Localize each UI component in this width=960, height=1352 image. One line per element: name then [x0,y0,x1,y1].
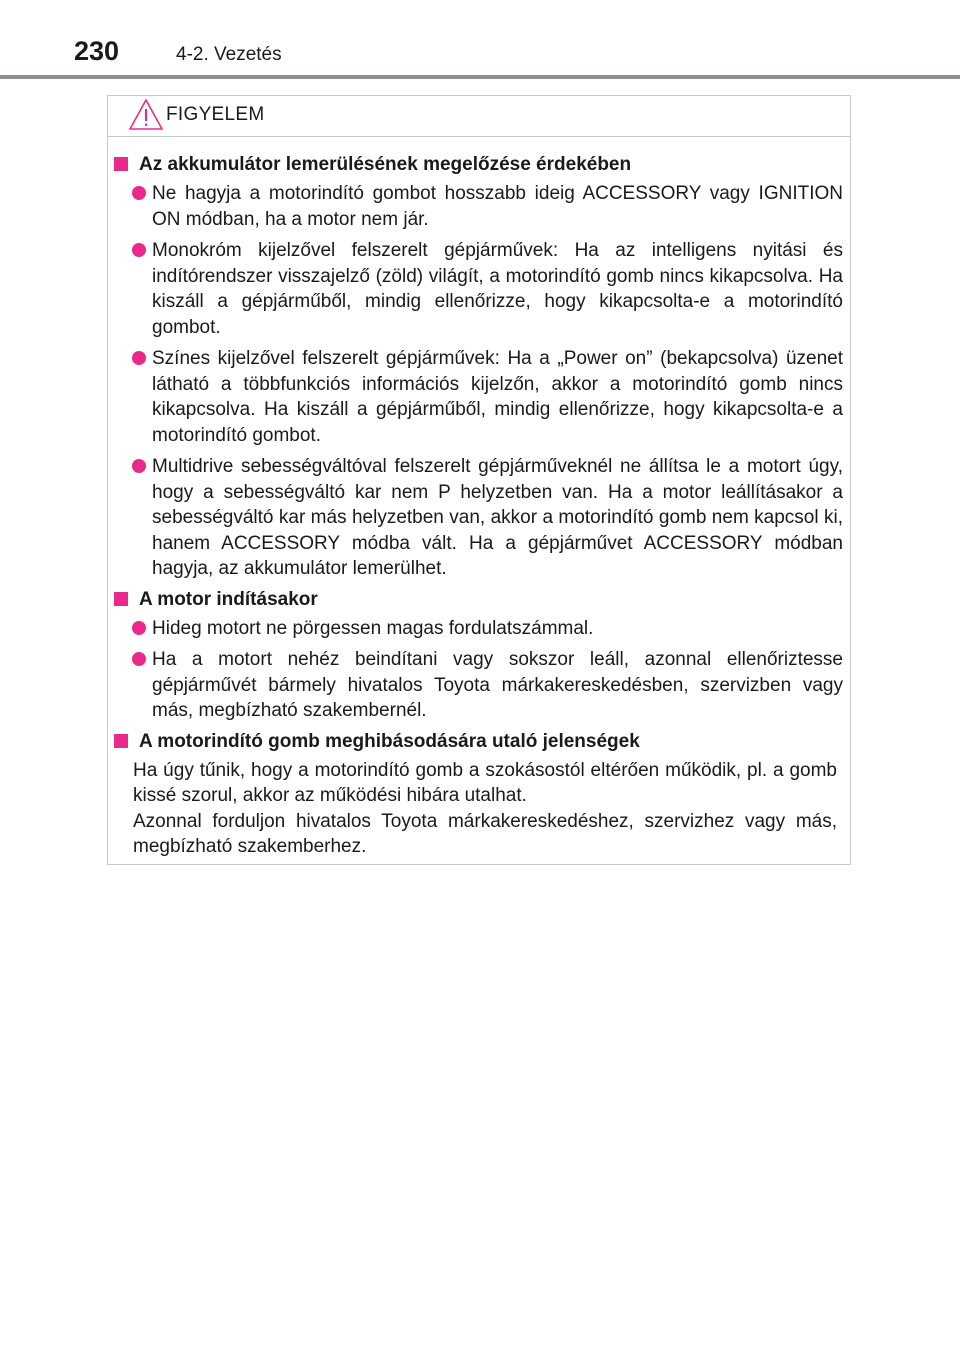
square-bullet-icon [114,592,128,606]
section-heading [114,729,850,755]
section-title: 4-2. Vezetés [176,44,282,65]
section-heading-text: Az akkumulátor lemerülésének megelőzése érdekében [139,154,632,175]
round-bullet-icon [132,621,146,635]
warning-header [108,96,850,137]
list-item [152,454,843,582]
round-bullet-icon [132,243,146,257]
list-item-text: Színes kijelzővel felszerelt gépjárművek: Ha a „Power on” (bekapcsolva) üzenet látható a többfunkciós információs kijelzőn, akkor a motorindító gomb nincs kikapcsolva. Ha kiszáll a gépjárműből, mindig ellenőrizze, hogy kikapcsolta-e a motorindító gombot. [152,348,843,446]
section-heading-text: A motor indításakor [139,588,318,610]
round-bullet-icon [132,459,146,473]
list-item-text: Multidrive sebességváltóval felszerelt gépjárműveknél ne állítsa le a motort úgy, hogy a sebességváltó kar nem P helyzetben van. Ha a motor leállításakor a sebességváltó kar más helyzetben van, akkor a motorindító gomb nem kapcsol ki, hanem ACCESSORY módba vált. Ha a gépjárművet ACCESSORY módban hagyja, az akkumulátor lemerülhet. [152,456,843,579]
section-heading [114,587,850,613]
section-heading [114,152,850,178]
square-bullet-icon [114,734,128,748]
round-bullet-icon [132,652,146,666]
list-item-text: Ha a motort nehéz beindítani vagy sokszor leáll, azonnal ellenőriztesse gépjárművét bármely hivatalos Toyota márkakereskedésben, szervizben vagy más, megbízható szakembernél. [152,649,843,721]
warning-title: FIGYELEM [166,104,265,125]
square-bullet-icon [114,157,128,171]
list-item [152,616,843,642]
warning-box [107,95,851,865]
list-item-text: Hideg motort ne pörgessen magas fordulatszámmal. [152,617,594,639]
round-bullet-icon [132,351,146,365]
section-heading-text: A motorindító gomb meghibásodására utaló jelenségek [139,730,640,752]
warning-body [108,152,850,860]
list-item [152,647,843,724]
round-bullet-icon [132,186,146,200]
list-item-text: Ne hagyja a motorindító gombot hosszabb ideig ACCESSORY vagy IGNITION ON módban, ha a motor nem jár. [152,183,843,230]
list-item [152,181,843,232]
paragraph: Ha úgy tűnik, hogy a motorindító gomb a szokásostól eltérően működik, pl. a gomb kissé szorul, akkor az működési hibára utalhat. [133,759,837,806]
page-number: 230 [74,36,120,66]
list-item [152,346,843,448]
list-item [152,238,843,340]
paragraph: Azonnal forduljon hivatalos Toyota márkakereskedéshez, szervizhez vagy más, megbízható szakemberhez. [133,810,837,857]
warning-triangle-icon [128,98,164,131]
list-item-text: Monokróm kijelzővel felszerelt gépjárművek: Ha az intelligens nyitási és indítórendszer visszajelző (zöld) világít, a motorindító gomb nincs kikapcsolva. Ha kiszáll a gépjárműből, mindig ellenőrizze, hogy kikapcsolta-e a motorindító gombot. [152,240,843,338]
header-rule [0,75,960,79]
page-header [0,0,960,80]
